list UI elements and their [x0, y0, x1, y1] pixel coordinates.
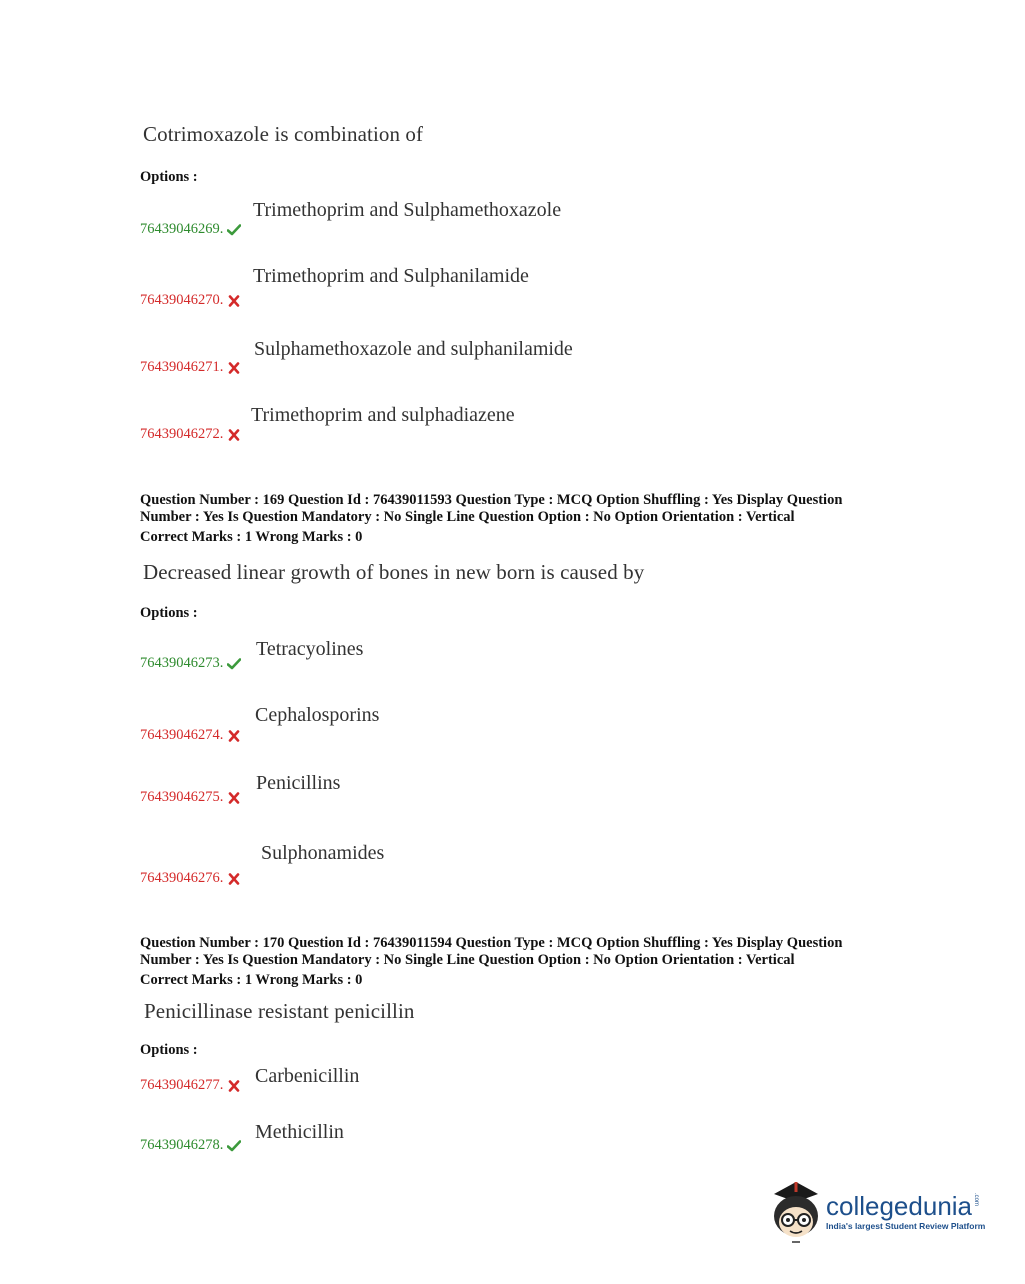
mascot-logo-icon — [766, 1178, 824, 1246]
option-text: Methicillin — [255, 1121, 344, 1143]
option-text: Trimethoprim and Sulphanilamide — [253, 265, 529, 287]
option-id: 76439046275. — [140, 789, 241, 806]
option-id: 76439046276. — [140, 870, 241, 887]
check-icon — [227, 224, 241, 236]
cross-icon — [227, 1080, 241, 1092]
option-text: Trimethoprim and Sulphamethoxazole — [253, 199, 562, 221]
cross-icon — [227, 429, 241, 441]
option-text: Sulphonamides — [261, 842, 385, 864]
option-text: Carbenicillin — [255, 1065, 360, 1087]
question-text: Penicillinase resistant penicillin — [144, 999, 415, 1023]
option-id: 76439046269. — [140, 221, 241, 238]
option-id: 76439046274. — [140, 727, 241, 744]
options-label: Options : — [140, 605, 198, 621]
brand-suffix: .com — [973, 1193, 980, 1207]
cross-icon — [227, 873, 241, 885]
option-id: 76439046277. — [140, 1077, 241, 1094]
check-icon — [227, 1140, 241, 1152]
option-id: 76439046270. — [140, 292, 241, 309]
check-icon — [227, 658, 241, 670]
option-text: Tetracyolines — [256, 638, 364, 660]
question-meta: Question Number : 169 Question Id : 76439011593 Question Type : MCQ Option Shuffling : Yes Display Question Number : Yes Is Question Mandatory : No Single Line Question Option : No Option Orientation : Vertical Correct Marks : 1 Wrong Marks : 0 — [140, 492, 843, 545]
cross-icon — [227, 295, 241, 307]
option-text: Sulphamethoxazole and sulphanilamide — [254, 338, 573, 360]
question-meta: Question Number : 170 Question Id : 76439011594 Question Type : MCQ Option Shuffling : Yes Display Question Number : Yes Is Question Mandatory : No Single Line Question Option : No Option Orientation : Vertical Correct Marks : 1 Wrong Marks : 0 — [140, 935, 843, 988]
options-label: Options : — [140, 1042, 198, 1058]
brand-name: collegedunia — [826, 1191, 973, 1221]
brand-logo — [766, 1178, 985, 1246]
cross-icon — [227, 792, 241, 804]
cross-icon — [227, 730, 241, 742]
options-label: Options : — [140, 169, 198, 185]
option-id: 76439046273. — [140, 655, 241, 672]
question-text: Decreased linear growth of bones in new born is caused by — [143, 560, 645, 584]
option-id: 76439046278. — [140, 1137, 241, 1154]
option-id: 76439046271. — [140, 359, 241, 376]
cross-icon — [227, 362, 241, 374]
question-text: Cotrimoxazole is combination of — [143, 122, 424, 146]
option-text: Penicillins — [256, 772, 341, 794]
option-text: Cephalosporins — [255, 704, 380, 726]
option-text: Trimethoprim and sulphadiazene — [251, 404, 515, 426]
option-id: 76439046272. — [140, 426, 241, 443]
brand-tagline: India's largest Student Review Platform — [826, 1221, 986, 1231]
